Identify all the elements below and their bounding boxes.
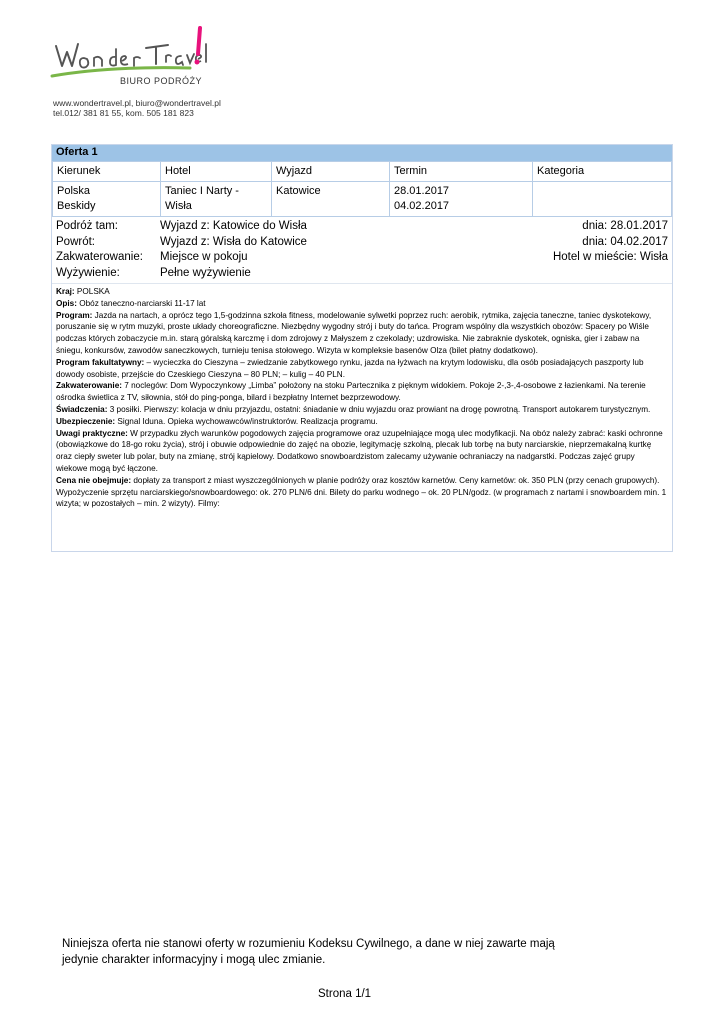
- cell-term: [390, 182, 533, 217]
- logo-subtitle: BIURO PODRÓŻY: [120, 76, 203, 86]
- term-start: 28.01.2017: [394, 185, 450, 197]
- offer-title: Oferta 1: [52, 145, 672, 161]
- cell-hotel: Taniec I Narty - Wisła: [161, 182, 272, 217]
- header-departure: Wyjazd: [272, 162, 390, 182]
- contact-web-email: www.wondertravel.pl, biuro@wondertravel.pl: [53, 98, 221, 108]
- page-number: Strona 1/1: [318, 988, 372, 1000]
- travel-value: Pełne wyżywienie: [160, 266, 251, 279]
- direction-region: Beskidy: [57, 200, 96, 212]
- offer-section: [51, 144, 673, 552]
- detail-accommodation: Zakwaterowanie: 7 noclegów: Dom Wypoczynkowy „Limba” położony na stoku Partecznika z pięknym widokiem. Pokoje 2-,3-,4-osobowe z łazienkami. Na terenie ośrodka świetlica z TV, siłownia, stół do ping-ponga, bilard i bezpłatny Internet bezprzewodowy.: [56, 381, 646, 403]
- travel-date: dnia: 04.02.2017: [582, 235, 668, 248]
- travel-row-board: [56, 266, 668, 282]
- detail-insurance: Ubezpieczenie: Signal Iduna. Opieka wychowawców/instruktorów. Realizacja programu.: [56, 416, 378, 426]
- offer-table-header: [53, 162, 672, 182]
- cell-departure: Katowice: [272, 182, 390, 217]
- detail-price-excludes: Cena nie obejmuje: dopłaty za transport z miast wyszczególnionych w planie podróży oraz kosztów karnetów. Ceny karnetów: ok. 350 PLN (przy cenach grupowych). Wypożyczenie sprzętu narciarskiego/snowboardowego: ok. 270 PLN/6 dni. Bilety do parku wodnego – ok. 20 PLN/godz. (w programach z nartami i snowboardem min. 1 wizyta; w pozostałych – min. 2 wizyty). Filmy:: [56, 475, 667, 509]
- header-category: Kategoria: [533, 162, 672, 182]
- travel-row-return: [56, 235, 668, 251]
- disclaimer-text: Niniejsza oferta nie stanowi oferty w rozumieniu Kodeksu Cywilnego, a dane w niej zawarte mają jedynie charakter informacyjny i mogą ulec zmianie.: [62, 938, 555, 966]
- travel-value: Miejsce w pokoju: [160, 251, 248, 263]
- travel-label: Zakwaterowanie:: [56, 251, 143, 263]
- contact-phone: tel.012/ 381 81 55, kom. 505 181 823: [53, 108, 194, 118]
- travel-value: Wyjazd z: Wisła do Katowice: [160, 235, 307, 248]
- detail-optional-program: Program fakultatywny: – wycieczka do Cieszyna – zwiedzanie zabytkowego rynku, jazda na łyżwach na krytym lodowisku, dla osób posiadających paszporty lub dowody osobiste, przejście do Czeskiego Cieszyna – 80 PLN; – kulig – 40 PLN.: [56, 357, 644, 379]
- travel-label: Powrót:: [56, 235, 95, 248]
- travel-info: [52, 217, 672, 283]
- detail-practical-notes: Uwagi praktyczne: W przypadku złych warunków pogodowych zajęcia programowe oraz uzupełniające mogą ulec modyfikacji. Na obóz należy zabrać: kaski ochronne (obowiązkowe do 18-go roku życia), strój i obuwie odpowiednie do zajęć na obozie, legitymację szkolną, plecak lub torbę na buty narciarskie, nieprzemakalną kurtkę oraz ciepły sweter lub polar, buty na zmianę, strój kąpielowy. Dodatkowo snowboardzistom zalecamy używanie ochraniaczy na nadgarstki. Podczas zajęć grupy wiekowe mogą być łączone.: [56, 428, 663, 473]
- table-row: [53, 182, 672, 217]
- travel-row-accommodation: [56, 250, 668, 266]
- travel-row-outbound: [56, 219, 668, 235]
- travel-label: Wyżywienie:: [56, 266, 120, 279]
- header-direction: Kierunek: [53, 162, 161, 182]
- detail-services: Świadczenia: 3 posiłki. Pierwszy: kolacja w dniu przyjazdu, ostatni: śniadanie w dniu wyjazdu oraz prowiant na drogę powrotną. Transport autokarem turystycznym.: [56, 404, 651, 414]
- detail-program: Program: Jazda na nartach, a oprócz tego 1,5-godzinna szkoła fitness, modelowanie sylwetki poprzez ruch: aerobik, rytmika, zajęcia taneczne, taniec dyskotekowy, poruszanie się w rytm muzyki, proste układy choreograficzne. Niezbędny wygodny strój i buty do tańca. Program wspólny dla wszystkich obozów: Spacery po Wiśle podczas których zobaczycie m.in. starą góralską karczmę i dom zdrojowy z Małyszem z czekolady; uzdrowiska. Nie zabraknie dyskotek, ogniska, gier i zabaw na śniegu, konkursów, zawodów saneczkowych, turnieju tenisa stołowego. Wizyta w kompleksie basenów Olza (bilet płatny dodatkowo).: [56, 310, 652, 355]
- cell-direction: [53, 182, 161, 217]
- contact-info: [53, 98, 221, 118]
- company-logo: [50, 26, 210, 98]
- detail-description: Opis: Obóz taneczno-narciarski 11-17 lat: [56, 298, 206, 308]
- offer-table: [52, 161, 672, 217]
- direction-country: Polska: [57, 185, 91, 197]
- detail-country: Kraj: POLSKA: [56, 287, 110, 296]
- term-end: 04.02.2017: [394, 200, 450, 212]
- travel-hotel-city: Hotel w mieście: Wisła: [552, 251, 668, 263]
- cell-category: [533, 182, 672, 217]
- header-term: Termin: [390, 162, 533, 182]
- travel-label: Podróż tam:: [56, 220, 118, 232]
- travel-value: Wyjazd z: Katowice do Wisła: [160, 220, 307, 232]
- header-hotel: Hotel: [161, 162, 272, 182]
- offer-details: [52, 283, 672, 551]
- travel-date: dnia: 28.01.2017: [582, 220, 668, 232]
